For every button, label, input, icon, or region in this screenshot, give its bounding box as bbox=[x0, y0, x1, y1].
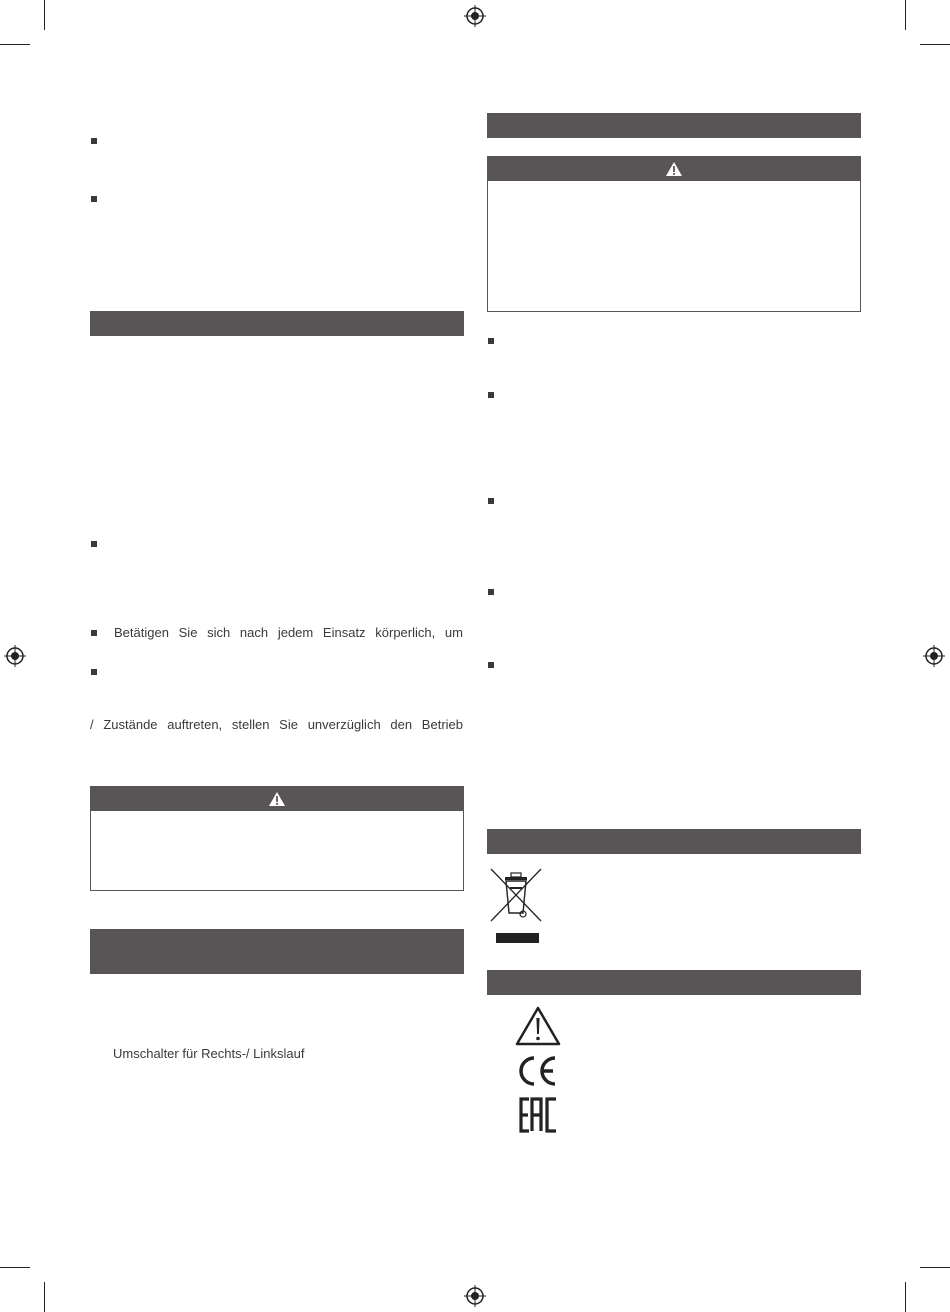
warning-box bbox=[487, 156, 861, 312]
eac-mark-icon bbox=[519, 1097, 559, 1133]
list-bullet bbox=[91, 541, 97, 547]
umschalter-label: Umschalter für Rechts-/ Linkslauf bbox=[113, 1046, 305, 1061]
section-header-bar bbox=[487, 829, 861, 854]
list-bullet bbox=[488, 589, 494, 595]
crop-mark-bottom-left-v bbox=[44, 1282, 45, 1312]
warning-box-header bbox=[91, 787, 463, 811]
crop-mark-bottom-right-v bbox=[905, 1282, 906, 1312]
list-bullet bbox=[91, 669, 97, 675]
warning-triangle-icon bbox=[665, 161, 683, 177]
list-bullet bbox=[488, 392, 494, 398]
crop-mark-bottom-right-h bbox=[920, 1267, 950, 1268]
list-bullet bbox=[91, 138, 97, 144]
list-bullet bbox=[488, 498, 494, 504]
ce-mark-icon bbox=[517, 1055, 559, 1087]
registration-mark-icon bbox=[4, 645, 26, 667]
warning-box-header bbox=[488, 157, 860, 181]
crop-mark-bottom-left-h bbox=[0, 1267, 30, 1268]
list-bullet bbox=[488, 662, 494, 668]
crossed-out-wheelie-bin-icon bbox=[487, 865, 545, 945]
crop-mark-top-right-h bbox=[920, 44, 950, 45]
crop-mark-top-left-v bbox=[44, 0, 45, 30]
section-header-bar bbox=[90, 929, 464, 974]
section-header-bar bbox=[90, 311, 464, 336]
registration-mark-icon bbox=[464, 1285, 486, 1307]
crop-mark-top-right-v bbox=[905, 0, 906, 30]
registration-mark-icon bbox=[923, 645, 945, 667]
list-bullet bbox=[488, 338, 494, 344]
section-header-bar bbox=[487, 970, 861, 995]
betaetigen-text: Betätigen Sie sich nach jedem Einsatz körperlich, um bbox=[114, 625, 463, 640]
registration-mark-icon bbox=[464, 5, 486, 27]
list-bullet bbox=[91, 630, 97, 636]
crop-mark-top-left-h bbox=[0, 44, 30, 45]
section-header-bar bbox=[487, 113, 861, 138]
list-bullet bbox=[91, 196, 97, 202]
warning-triangle-icon bbox=[268, 791, 286, 807]
warning-triangle-icon bbox=[514, 1005, 562, 1047]
zustaende-text: / Zustände auftreten, stellen Sie unverzüglich den Betrieb bbox=[90, 717, 463, 732]
warning-box bbox=[90, 786, 464, 891]
